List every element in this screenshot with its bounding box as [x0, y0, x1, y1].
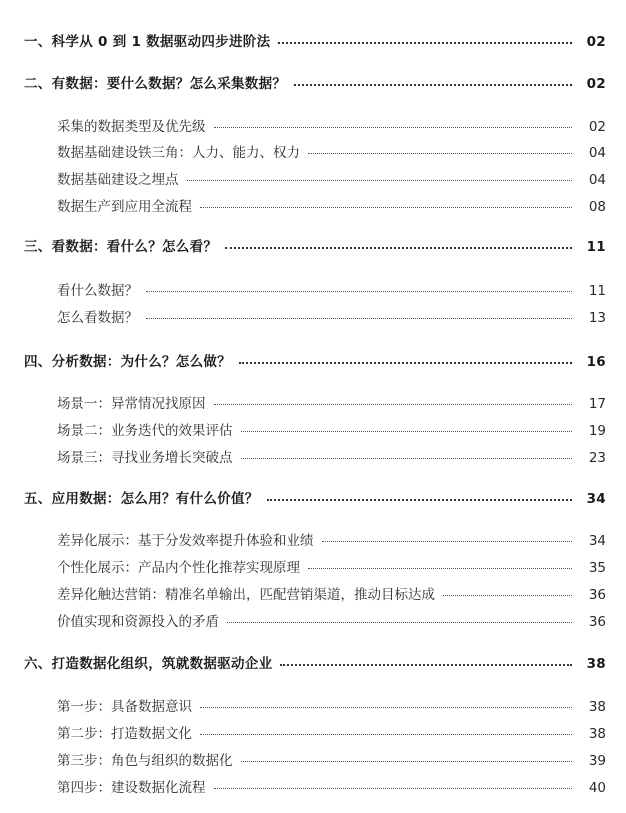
toc-section: [57, 610, 606, 630]
toc-page-number: 13: [588, 310, 606, 326]
toc-section: [57, 529, 606, 549]
toc-section: [57, 392, 606, 412]
toc-page-number: 04: [588, 172, 606, 188]
toc-section: [57, 722, 606, 742]
toc-title: 差异化触达营销：精准名单输出，匹配营销渠道，推动目标达成: [57, 587, 435, 603]
toc-title: 第一步：具备数据意识: [57, 699, 192, 715]
dot-leader: [308, 152, 572, 154]
toc-title: 采集的数据类型及优先级: [57, 119, 206, 135]
dot-leader: [200, 706, 572, 708]
toc-page-number: 34: [586, 491, 606, 507]
toc-title: 看什么数据？: [57, 283, 138, 299]
dot-leader: [280, 663, 572, 666]
dot-leader: [239, 361, 572, 364]
toc-title: 数据生产到应用全流程: [57, 199, 192, 215]
toc-page-number: 36: [588, 614, 606, 630]
toc-page-number: 38: [588, 699, 606, 715]
toc-section: [57, 749, 606, 769]
dot-leader: [267, 498, 572, 501]
toc-chapter-5: [24, 487, 606, 507]
toc-title: 场景三：寻找业务增长突破点: [57, 450, 233, 466]
toc-page-number: 35: [588, 560, 606, 576]
toc-section: [57, 168, 606, 188]
toc-section: [57, 115, 606, 135]
dot-leader: [225, 246, 572, 249]
toc-section: [57, 419, 606, 439]
dot-leader: [146, 290, 572, 292]
toc-page-number: 23: [588, 450, 606, 466]
dot-leader: [241, 430, 573, 432]
toc-page-number: 08: [588, 199, 606, 215]
dot-leader: [227, 621, 572, 623]
toc-title: 个性化展示：产品内个性化推荐实现原理: [57, 560, 300, 576]
toc-page-number: 11: [588, 283, 606, 299]
dot-leader: [322, 540, 573, 542]
dot-leader: [214, 403, 573, 405]
toc-section: [57, 583, 606, 603]
toc-title: 数据基础建设铁三角：人力、能力、权力: [57, 145, 300, 161]
dot-leader: [241, 457, 573, 459]
toc-page-number: 40: [588, 780, 606, 796]
toc-title: 一、科学从 0 到 1 数据驱动四步进阶法: [24, 34, 271, 50]
toc-title: 价值实现和资源投入的矛盾: [57, 614, 219, 630]
toc-title: 怎么看数据？: [57, 310, 138, 326]
toc-section: [57, 306, 606, 326]
toc-page-number: 04: [588, 145, 606, 161]
toc-section: [57, 195, 606, 215]
dot-leader: [241, 760, 573, 762]
toc-page-number: 39: [588, 753, 606, 769]
toc-title: 场景一：异常情况找原因: [57, 396, 206, 412]
toc-title: 三、看数据：看什么？怎么看？: [24, 239, 218, 255]
toc-chapter-2: [24, 72, 606, 92]
toc-title: 六、打造数据化组织，筑就数据驱动企业: [24, 656, 273, 672]
toc-page-number: 02: [588, 119, 606, 135]
toc-chapter-6: [24, 652, 606, 672]
toc-section: [57, 279, 606, 299]
toc-page-number: 02: [586, 76, 606, 92]
dot-leader: [443, 594, 572, 596]
toc-title: 五、应用数据：怎么用？有什么价值？: [24, 491, 259, 507]
toc-chapter-4: [24, 350, 606, 370]
toc-title: 场景二：业务迭代的效果评估: [57, 423, 233, 439]
toc-title: 四、分析数据：为什么？怎么做？: [24, 354, 231, 370]
toc-title: 第二步：打造数据文化: [57, 726, 192, 742]
toc-section: [57, 141, 606, 161]
toc-page-number: 11: [586, 239, 606, 255]
toc-page-number: 17: [588, 396, 606, 412]
toc-section: [57, 446, 606, 466]
toc-title: 差异化展示：基于分发效率提升体验和业绩: [57, 533, 314, 549]
toc-page-number: 38: [588, 726, 606, 742]
toc-title: 数据基础建设之埋点: [57, 172, 179, 188]
dot-leader: [200, 206, 572, 208]
toc-section: [57, 695, 606, 715]
toc-page-number: 02: [586, 34, 606, 50]
toc-section: [57, 556, 606, 576]
dot-leader: [146, 317, 572, 319]
toc-chapter-3: [24, 235, 606, 255]
dot-leader: [214, 126, 573, 128]
dot-leader: [200, 733, 572, 735]
toc-page-number: 36: [588, 587, 606, 603]
toc-page-number: 19: [588, 423, 606, 439]
toc-title: 二、有数据：要什么数据？怎么采集数据？: [24, 76, 287, 92]
dot-leader: [278, 41, 572, 44]
dot-leader: [308, 567, 572, 569]
toc-chapter-1: [24, 30, 606, 50]
toc-page-number: 38: [586, 656, 606, 672]
toc-title: 第四步：建设数据化流程: [57, 780, 206, 796]
toc-title: 第三步：角色与组织的数据化: [57, 753, 233, 769]
toc-page-number: 34: [588, 533, 606, 549]
toc-page-number: 16: [586, 354, 606, 370]
toc-section: [57, 776, 606, 796]
dot-leader: [187, 179, 573, 181]
dot-leader: [294, 83, 572, 86]
dot-leader: [214, 787, 573, 789]
